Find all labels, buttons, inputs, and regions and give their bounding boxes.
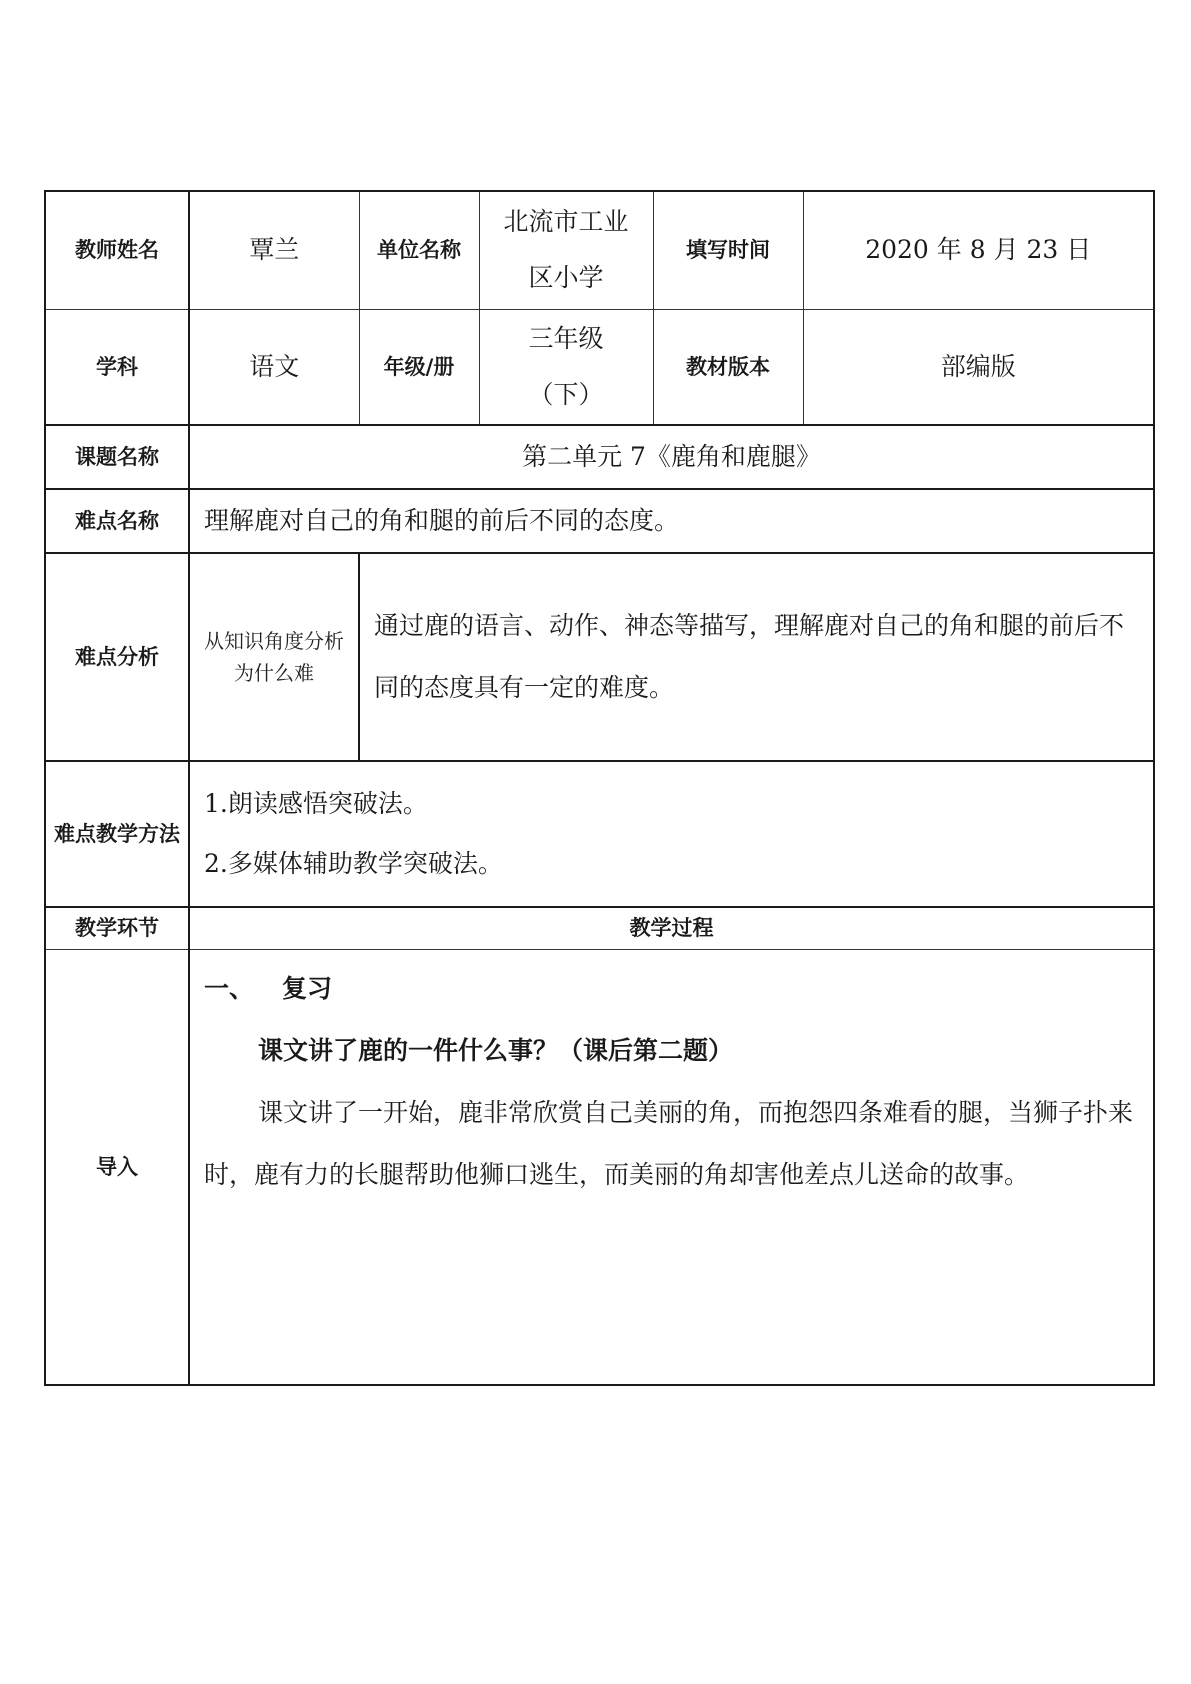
grade-label: 年级/册	[359, 309, 479, 425]
teacher-name-label: 教师姓名	[45, 191, 189, 309]
edition-label: 教材版本	[653, 309, 803, 425]
lesson-plan-table	[44, 190, 1155, 1386]
subject-value: 语文	[189, 309, 359, 425]
topic-value: 第二单元 7《鹿角和鹿腿》	[189, 425, 1154, 489]
unit-name-label: 单位名称	[359, 191, 479, 309]
teacher-name-value: 覃兰	[189, 191, 359, 309]
process-content	[189, 949, 1154, 1385]
unit-name-value	[479, 191, 653, 309]
edition-value: 部编版	[803, 309, 1154, 425]
stage-name: 导入	[45, 949, 189, 1385]
analysis-label: 难点分析	[45, 553, 189, 761]
unit-name-line2: 区小学	[528, 263, 604, 293]
unit-name-line1: 北流市工业	[503, 207, 629, 237]
subject-label: 学科	[45, 309, 189, 425]
grade-line1: 三年级	[528, 323, 604, 353]
analysis-sublabel: 从知识角度分析为什么难	[189, 553, 359, 761]
process-header: 教学过程	[189, 907, 1154, 949]
grade-line2: （下）	[528, 379, 604, 409]
grade-value	[479, 309, 653, 425]
lesson-plan-sheet	[44, 190, 1153, 1386]
method-item: 1.朗读感悟突破法。	[204, 789, 428, 818]
fill-date-value: 2020 年 8 月 23 日	[803, 191, 1154, 309]
stage-header: 教学环节	[45, 907, 189, 949]
difficulty-value: 理解鹿对自己的角和腿的前后不同的态度。	[189, 489, 1154, 553]
review-question: 课文讲了鹿的一件什么事？（课后第二题）	[258, 1035, 734, 1065]
fill-date-label: 填写时间	[653, 191, 803, 309]
section-heading	[204, 958, 1139, 1020]
method-item: 2.多媒体辅助教学突破法。	[204, 849, 503, 878]
section-title: 复习	[282, 973, 333, 1003]
section-number: 一、	[204, 973, 255, 1003]
review-answer: 课文讲了一开始，鹿非常欣赏自己美丽的角，而抱怨四条难看的腿，当狮子扑来时，鹿有力的长腿帮助他狮口逃生，而美丽的角却害他差点儿送命的故事。	[204, 1097, 1134, 1189]
topic-label: 课题名称	[45, 425, 189, 489]
method-label: 难点教学方法	[45, 761, 189, 907]
difficulty-label: 难点名称	[45, 489, 189, 553]
analysis-value: 通过鹿的语言、动作、神态等描写，理解鹿对自己的角和腿的前后不同的态度具有一定的难度。	[359, 553, 1154, 761]
method-list	[189, 761, 1154, 907]
